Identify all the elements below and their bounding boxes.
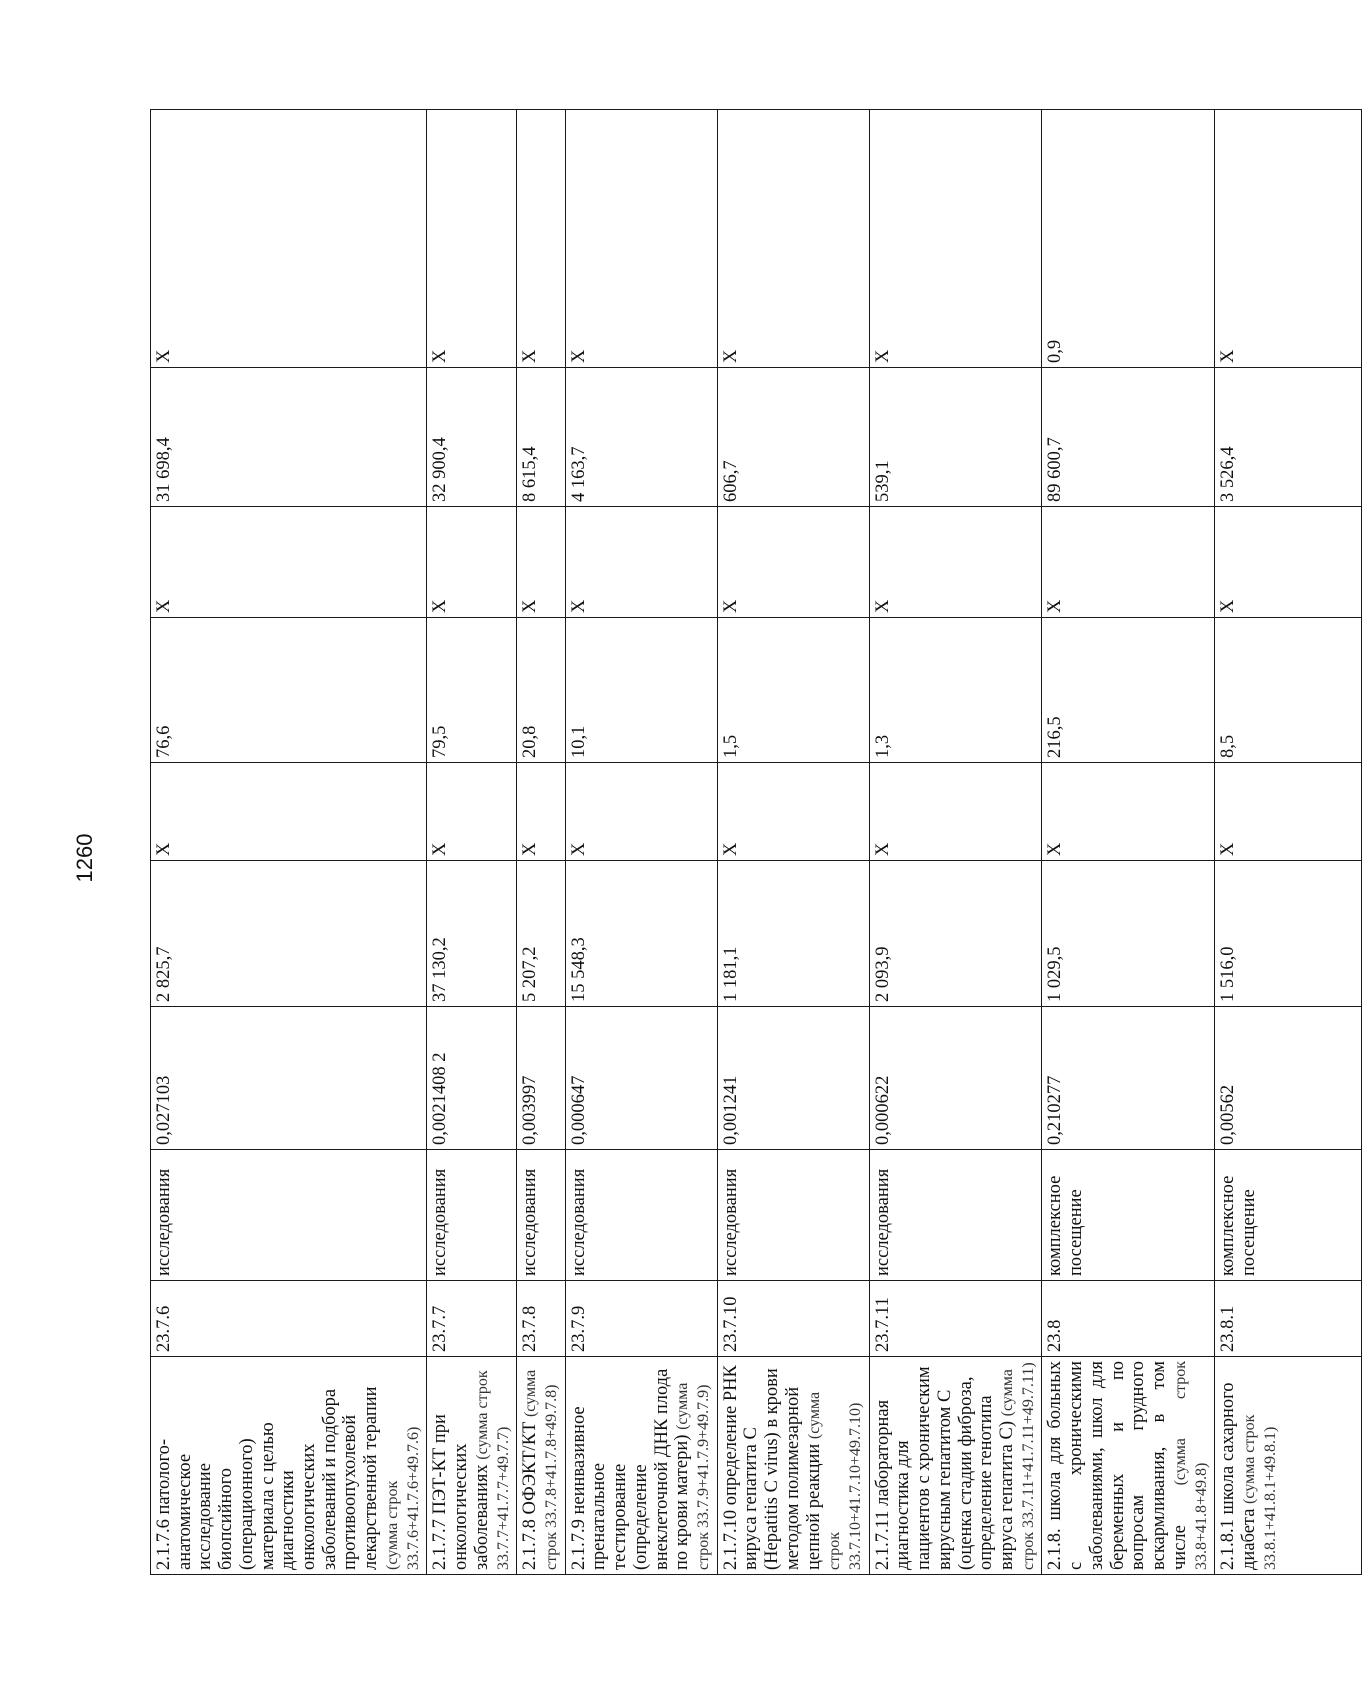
row-unit: исследования	[427, 1150, 517, 1281]
row-unit: исследования	[869, 1150, 1042, 1281]
row-v1: 1,5	[717, 618, 869, 763]
row-code: 23.8.1	[1215, 1281, 1362, 1357]
row-v1: 76,6	[151, 618, 427, 763]
row-name: 2.1.7.7 ПЭТ-КТ при онкологических заболеваниях (сумма строк 33.7.7+41.7.7+49.7.7)	[427, 1357, 517, 1575]
row-name: 2.1.7.8 ОФЭКТ/КТ (сумма строк 33.7.8+41.7.8+49.7.8)	[517, 1357, 565, 1575]
row-cost: 1 029,5	[1042, 861, 1215, 1007]
row-x1: X	[565, 763, 717, 861]
row-cost: 15 548,3	[565, 861, 717, 1007]
row-norm: 0,00562	[1215, 1007, 1362, 1150]
row-x3: 0,9	[1042, 110, 1215, 368]
row-name: 2.1.8. школа для больных с хроническими заболеваниями, школ для беременных и по вопросам грудного вскармливания, в том числе (сумма строк 33.8+41.8+49.8)	[1042, 1357, 1215, 1575]
row-x2: X	[565, 507, 717, 618]
table-row	[427, 110, 517, 1575]
row-unit: исследования	[151, 1150, 427, 1281]
row-norm: 0,0021408 2	[427, 1007, 517, 1150]
row-x1: X	[1215, 763, 1362, 861]
row-x1: X	[427, 763, 517, 861]
row-name: 2.1.7.9 неинвазивное пренатальное тестирование (определение внеклеточной ДНК плода по крови матери) (сумма строк 33.7.9+41.7.9+49.7.9)	[565, 1357, 717, 1575]
row-x2: X	[717, 507, 869, 618]
row-norm: 0,000647	[565, 1007, 717, 1150]
rotated-page	[150, 110, 1279, 1575]
row-code: 23.7.9	[565, 1281, 717, 1357]
row-cost: 1 516,0	[1215, 861, 1362, 1007]
row-code: 23.7.10	[717, 1281, 869, 1357]
row-unit: комплексное посещение	[1042, 1150, 1215, 1281]
table-row	[151, 110, 427, 1575]
row-code: 23.7.6	[151, 1281, 427, 1357]
row-cost: 2 093,9	[869, 861, 1042, 1007]
row-x2: X	[427, 507, 517, 618]
row-name: 2.1.8.1 школа сахарного диабета (сумма строк 33.8.1+41.8.1+49.8.1)	[1215, 1357, 1362, 1575]
row-v1: 10,1	[565, 618, 717, 763]
row-x2: X	[1215, 507, 1362, 618]
row-v2: 32 900,4	[427, 368, 517, 507]
tariff-table	[150, 109, 1362, 1575]
row-norm: 0,003997	[517, 1007, 565, 1150]
table-row	[565, 110, 717, 1575]
row-x3: X	[869, 110, 1042, 368]
row-x1: X	[717, 763, 869, 861]
row-cost: 1 181,1	[717, 861, 869, 1007]
row-unit: исследования	[517, 1150, 565, 1281]
table-row	[717, 110, 869, 1575]
page-number: 1260	[72, 833, 97, 883]
row-x2: X	[151, 507, 427, 618]
row-x1: X	[517, 763, 565, 861]
row-v2: 8 615,4	[517, 368, 565, 507]
row-v1: 8,5	[1215, 618, 1362, 763]
row-unit: исследования	[565, 1150, 717, 1281]
row-v2: 606,7	[717, 368, 869, 507]
row-v1: 216,5	[1042, 618, 1215, 763]
table-row	[1215, 110, 1362, 1575]
row-code: 23.7.8	[517, 1281, 565, 1357]
row-v1: 79,5	[427, 618, 517, 763]
table-row	[869, 110, 1042, 1575]
row-x3: X	[1215, 110, 1362, 368]
row-x1: X	[869, 763, 1042, 861]
row-cost: 37 130,2	[427, 861, 517, 1007]
table-row	[517, 110, 565, 1575]
row-norm: 0,027103	[151, 1007, 427, 1150]
row-cost: 2 825,7	[151, 861, 427, 1007]
row-x3: X	[517, 110, 565, 368]
row-code: 23.7.11	[869, 1281, 1042, 1357]
row-name: 2.1.7.11 лабораторная диагностика для пациентов с хроническим вирусным гепатитом С (оценка стадии фиброза, определение генотипа вируса гепатита С) (сумма строк 33.7.11+41.7.11+49.7.11)	[869, 1357, 1042, 1575]
row-norm: 0,001241	[717, 1007, 869, 1150]
row-v2: 3 526,4	[1215, 368, 1362, 507]
row-x3: X	[717, 110, 869, 368]
row-v2: 89 600,7	[1042, 368, 1215, 507]
row-v1: 1,3	[869, 618, 1042, 763]
row-x3: X	[427, 110, 517, 368]
row-v2: 4 163,7	[565, 368, 717, 507]
table-row	[1042, 110, 1215, 1575]
row-code: 23.8	[1042, 1281, 1215, 1357]
row-name: 2.1.7.6 патолого-анатомическое исследование биопсийного (операционного) материала с целью диагностики онкологических заболеваний и подбора противоопухолевой лекарственной терапии (сумма строк 33.7.6+41.7.6+49.7.6)	[151, 1357, 427, 1575]
row-x3: X	[151, 110, 427, 368]
row-v2: 539,1	[869, 368, 1042, 507]
row-unit: комплексное посещение	[1215, 1150, 1362, 1281]
row-norm: 0,000622	[869, 1007, 1042, 1150]
row-x2: X	[869, 507, 1042, 618]
row-v1: 20,8	[517, 618, 565, 763]
row-v2: 31 698,4	[151, 368, 427, 507]
row-name: 2.1.7.10 определение РНК вируса гепатита С (Hepatitis C virus) в крови методом полимезарной цепной реакции (сумма строк 33.7.10+41.7.10+49.7.10)	[717, 1357, 869, 1575]
row-code: 23.7.7	[427, 1281, 517, 1357]
row-norm: 0,210277	[1042, 1007, 1215, 1150]
row-x2: X	[1042, 507, 1215, 618]
row-cost: 5 207,2	[517, 861, 565, 1007]
row-x3: X	[565, 110, 717, 368]
row-x1: X	[151, 763, 427, 861]
row-x1: X	[1042, 763, 1215, 861]
row-unit: исследования	[717, 1150, 869, 1281]
row-x2: X	[517, 507, 565, 618]
